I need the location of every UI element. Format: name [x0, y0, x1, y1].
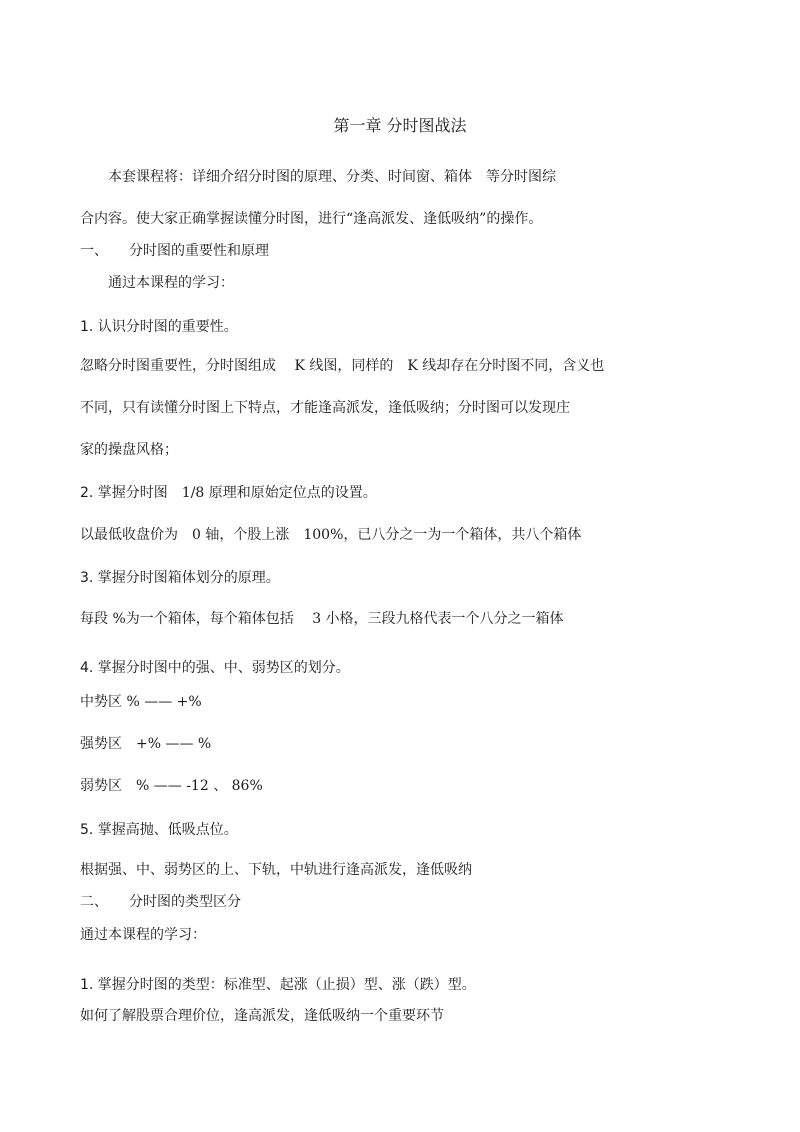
text-line: [80, 1007, 444, 1025]
chapter-title: 第一章 分时图战法: [333, 116, 467, 135]
line-text: 不同，只有读懂分时图上下特点，才能逢高派发，逢低吸纳；分时图可以发现庄: [80, 400, 570, 416]
text-line: [80, 357, 604, 375]
numbered-heading: [80, 976, 476, 994]
item-number: 5.: [80, 822, 94, 838]
numbered-heading: [80, 821, 238, 839]
line-text: 弱势区 % —— -12 、 86%: [80, 778, 263, 794]
text-line: [80, 735, 211, 753]
item-number: 1.: [80, 319, 94, 335]
line-text: 家的操盘风格；: [80, 442, 178, 458]
line-text: 通过本课程的学习：: [80, 275, 234, 291]
text-line: [80, 399, 570, 417]
item-number: 3.: [80, 570, 94, 586]
item-number: 2.: [80, 485, 94, 501]
line-text: 掌握分时图的类型：标准型、起涨（止损）型、涨（跌）型。: [93, 977, 476, 993]
numbered-heading: [80, 659, 350, 677]
text-line: [80, 610, 564, 628]
line-text: 根据强、中、弱势区的上、下轨，中轨进行逢高派发，逢低吸纳: [80, 862, 472, 878]
line-text: 如何了解股票合理价位，逢高派发，逢低吸纳一个重要环节: [80, 1008, 444, 1024]
text-line: [80, 274, 234, 292]
text-line: [80, 777, 263, 795]
text-line: [80, 893, 241, 911]
line-text: 认识分时图的重要性。: [93, 319, 238, 335]
numbered-heading: [80, 569, 280, 587]
text-line: [80, 693, 202, 711]
line-text: 二、 分时图的类型区分: [80, 894, 241, 910]
line-text: 本套课程将：详细介绍分时图的原理、分类、时间窗、箱体 等分时图综: [80, 169, 556, 185]
line-text: 忽略分时图重要性，分时图组成 K 线图，同样的 K 线却存在分时图不同，含义也: [80, 358, 605, 374]
item-number: 1.: [80, 977, 94, 993]
text-line: [80, 242, 269, 260]
text-line: [80, 526, 581, 544]
line-text: 一、 分时图的重要性和原理: [80, 243, 269, 259]
line-text: 每段 %为一个箱体，每个箱体包括 3 小格，三段九格代表一个八分之一箱体: [80, 611, 564, 627]
line-text: 掌握分时图箱体划分的原理。: [93, 570, 280, 586]
numbered-heading: [80, 318, 238, 336]
line-text: 掌握高抛、低吸点位。: [93, 822, 238, 838]
text-line: [80, 861, 472, 879]
item-number: 4.: [80, 660, 94, 676]
text-line: [80, 441, 178, 459]
text-line: [80, 210, 542, 228]
line-text: 掌握分时图 1/8 原理和原始定位点的设置。: [93, 485, 377, 501]
line-text: 强势区 +% —— %: [80, 736, 212, 752]
line-text: 中势区 % —— +%: [80, 694, 202, 710]
line-text: 掌握分时图中的强、中、弱势区的划分。: [93, 660, 350, 676]
numbered-heading: [80, 484, 377, 502]
text-line: [80, 926, 206, 944]
line-text: 通过本课程的学习：: [80, 927, 206, 943]
text-line: [80, 168, 556, 186]
line-text: 合内容。使大家正确掌握读懂分时图，进行“逢高派发、逢低吸纳”的操作。: [80, 211, 543, 227]
line-text: 以最低收盘价为 0 轴，个股上涨 100%，已八分之一为一个箱体，共八个箱体: [80, 527, 582, 543]
